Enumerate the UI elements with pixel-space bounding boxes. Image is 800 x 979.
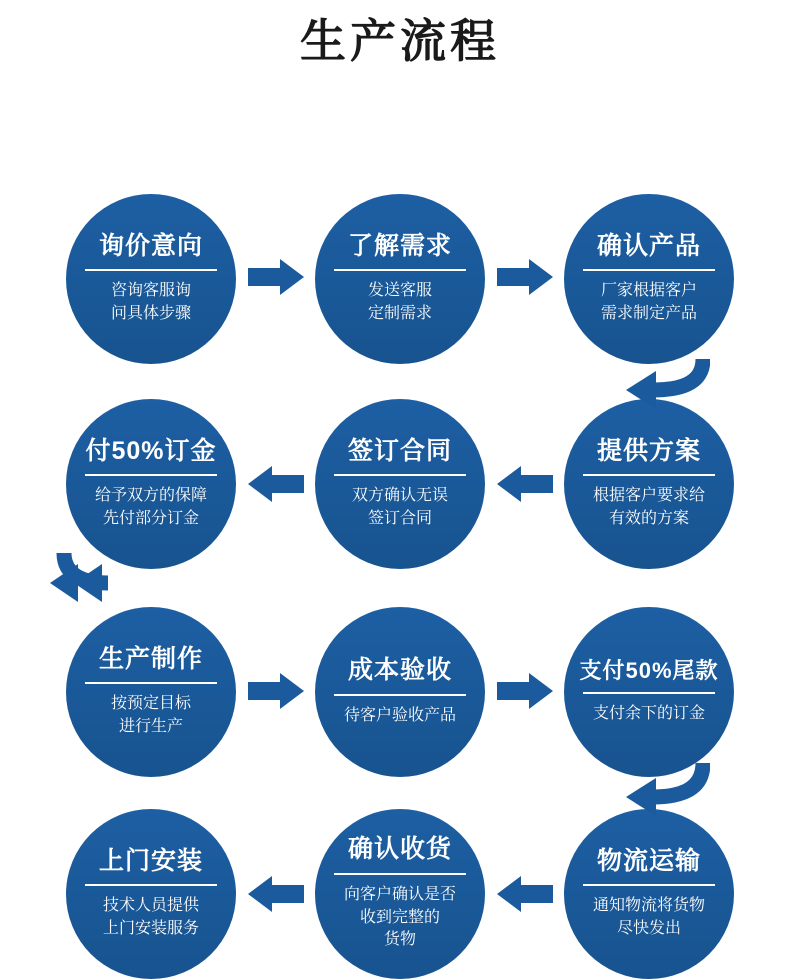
process-flow-diagram [0,69,800,949]
node-confirm-product-title: 确认产品 [596,231,701,260]
divider [583,884,715,886]
node-installation-title: 上门安装 [98,846,203,875]
divider [334,269,466,271]
page-title: 生产流程 [300,15,500,67]
arrow-curve-down-icon [620,761,710,816]
node-proposal-title: 提供方案 [596,436,701,465]
node-logistics-title: 物流运输 [596,846,701,875]
divider [85,884,217,886]
node-installation[interactable] [66,809,236,979]
arrow-left-icon [248,464,304,504]
node-production-desc: 按预定目标 进行生产 [110,695,191,735]
divider [334,474,466,476]
node-deposit-title: 付50%订金 [85,436,217,465]
node-confirm-receipt[interactable] [315,809,485,979]
node-confirm-product-desc: 厂家根据客户 需求制定产品 [600,282,697,322]
divider [85,474,217,476]
arrow-right-icon [248,671,304,711]
divider [334,873,466,875]
node-inquiry[interactable] [66,194,236,364]
divider [334,694,466,696]
node-acceptance-title: 成本验收 [347,656,452,685]
node-inquiry-title: 询价意向 [98,231,203,260]
node-confirm-receipt-title: 确认收货 [347,835,452,864]
node-final-payment-desc: 支付余下的订金 [592,704,705,722]
node-final-payment-title: 支付50%尾款 [579,657,719,683]
node-deposit[interactable] [66,399,236,569]
arrow-right-icon [497,671,553,711]
node-final-payment[interactable] [564,607,734,777]
divider [583,269,715,271]
node-requirements[interactable] [315,194,485,364]
node-logistics[interactable] [564,809,734,979]
node-confirm-receipt-desc: 向客户确认是否 收到完整的 货物 [343,885,456,949]
node-acceptance-desc: 待客户验收产品 [343,706,456,724]
arrow-curve-down-icon [620,357,710,407]
node-proposal-desc: 根据客户要求给 有效的方案 [592,487,705,527]
divider [85,269,217,271]
arrow-right-icon [248,257,304,297]
node-confirm-product[interactable] [564,194,734,364]
divider [85,682,217,684]
node-production-title: 生产制作 [98,644,203,673]
divider [583,474,715,476]
node-deposit-desc: 给予双方的保障 先付部分订金 [94,487,207,527]
arrow-left-icon [497,874,553,914]
arrow-right-icon [497,257,553,297]
node-acceptance[interactable] [315,607,485,777]
arrow-left-icon [248,874,304,914]
node-production[interactable] [66,607,236,777]
node-logistics-desc: 通知物流将货物 尽快发出 [592,897,705,937]
node-sign-contract[interactable] [315,399,485,569]
node-requirements-desc: 发送客服 定制需求 [367,282,432,322]
node-sign-contract-title: 签订合同 [347,436,452,465]
node-installation-desc: 技术人员提供 上门安装服务 [102,897,199,937]
node-proposal[interactable] [564,399,734,569]
arrow-left-icon [497,464,553,504]
divider [583,692,715,694]
node-requirements-title: 了解需求 [347,231,452,260]
arrow-curve-down-icon [48,551,138,613]
node-sign-contract-desc: 双方确认无误 签订合同 [351,487,448,527]
node-inquiry-desc: 咨询客服询 问具体步骤 [110,282,191,322]
